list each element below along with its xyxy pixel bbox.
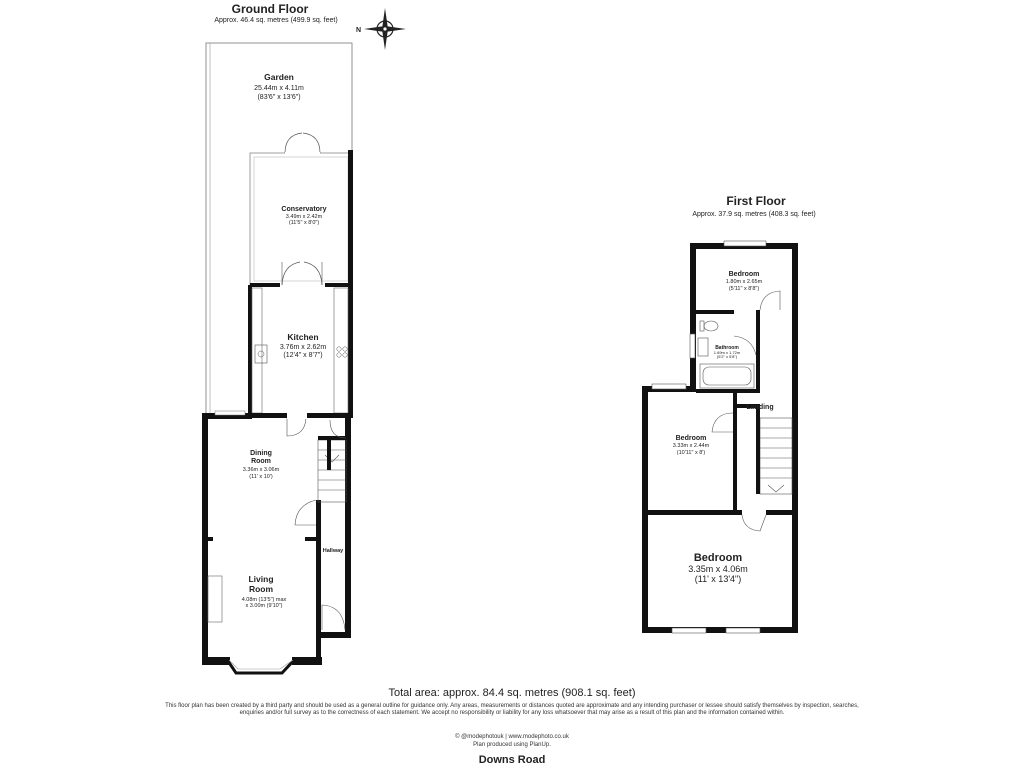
conservatory-label: Conservatory <box>281 206 327 213</box>
staircase <box>318 440 346 502</box>
living-label-line2: Room <box>248 584 274 594</box>
kitchen-dim-metric: 3.76m x 2.62m <box>279 344 327 351</box>
bathroom-label: Bathroom <box>715 345 739 351</box>
compass-north-label: N <box>356 27 362 34</box>
disclaimer-text: This floor plan has been created by a third party and should be used as a general outline for guidance only. Any areas, measurements or distances quoted are approximate and any intending purchaser or lessee should satisfy themselves by inspection, searches, enquiries and/or full survey as to the correctness of each statement. We accept no responsibility or liability for any loss whatsoever that may arise as a result of this plan and the information contained within. <box>165 703 859 717</box>
credit-line-1: © @modephotouk | www.modephoto.co.uk <box>455 734 569 740</box>
dining-dim-metric: 3.36m x 3.06m <box>242 467 280 473</box>
window <box>724 241 766 246</box>
bedroom-small-label: Bedroom <box>728 271 760 278</box>
living-dim-imperial: x 3.00m (9'10") <box>245 603 283 609</box>
compass-icon <box>364 8 406 50</box>
fireplace <box>208 576 222 622</box>
living-label-line1: Living <box>248 574 274 584</box>
bedroom-small-dim-metric: 1.80m x 2.65m <box>725 279 763 285</box>
garden-label: Garden <box>264 72 294 82</box>
hallway-label: Hallway <box>322 548 344 554</box>
bedroom-mid-dim-metric: 3.33m x 2.44m <box>672 443 710 449</box>
kitchen-label: Kitchen <box>287 332 319 342</box>
first-floor-staircase <box>760 418 792 494</box>
landing-label: Landing <box>746 404 774 411</box>
credit-line-2: Plan produced using PlanUp. <box>473 742 551 748</box>
window <box>652 384 686 389</box>
ground-floor-area: Approx. 46.4 sq. metres (499.9 sq. feet) <box>214 17 338 24</box>
garden-dim-imperial: (83'6" x 13'6") <box>257 94 301 101</box>
kitchen-dim-imperial: (12'4" x 8'7") <box>283 352 323 359</box>
window <box>690 334 695 358</box>
bedroom-mid-label: Bedroom <box>675 435 707 442</box>
bay-window <box>226 658 296 673</box>
garden-dim-metric: 25.44m x 4.11m <box>254 85 304 92</box>
bedroom-mid-dim-imperial: (10'11" x 8') <box>676 450 706 456</box>
window <box>726 628 760 633</box>
bedroom-large-label: Bedroom <box>693 552 743 564</box>
conservatory-dim-metric: 3.49m x 2.42m <box>285 214 323 220</box>
bedroom-small-dim-imperial: (5'11" x 8'8") <box>728 286 760 292</box>
bathroom-dim-imperial: (5'2" x 5'8") <box>716 354 738 359</box>
bathroom-dim-metric: 1.69m x 1.72m <box>713 350 741 355</box>
dining-dim-imperial: (11' x 10') <box>249 474 273 480</box>
dining-label-line2: Room <box>251 458 271 465</box>
window <box>672 628 706 633</box>
first-floor-area: Approx. 37.9 sq. metres (408.3 sq. feet) <box>692 211 816 218</box>
living-dim-metric: 4.08m (13'5") max <box>241 597 287 603</box>
first-floor-title: First Floor <box>726 194 786 208</box>
bedroom-large-dim-imperial: (11' x 13'4") <box>694 574 742 584</box>
road-name: Downs Road <box>478 754 546 766</box>
bedroom-large-dim-metric: 3.35m x 4.06m <box>688 564 748 574</box>
conservatory-dim-imperial: (11'5" x 8'0") <box>288 220 320 226</box>
dining-label-line1: Dining <box>250 450 272 457</box>
ground-floor-title: Ground Floor <box>231 2 309 16</box>
total-area: Total area: approx. 84.4 sq. metres (908.1 sq. feet) <box>388 687 636 699</box>
